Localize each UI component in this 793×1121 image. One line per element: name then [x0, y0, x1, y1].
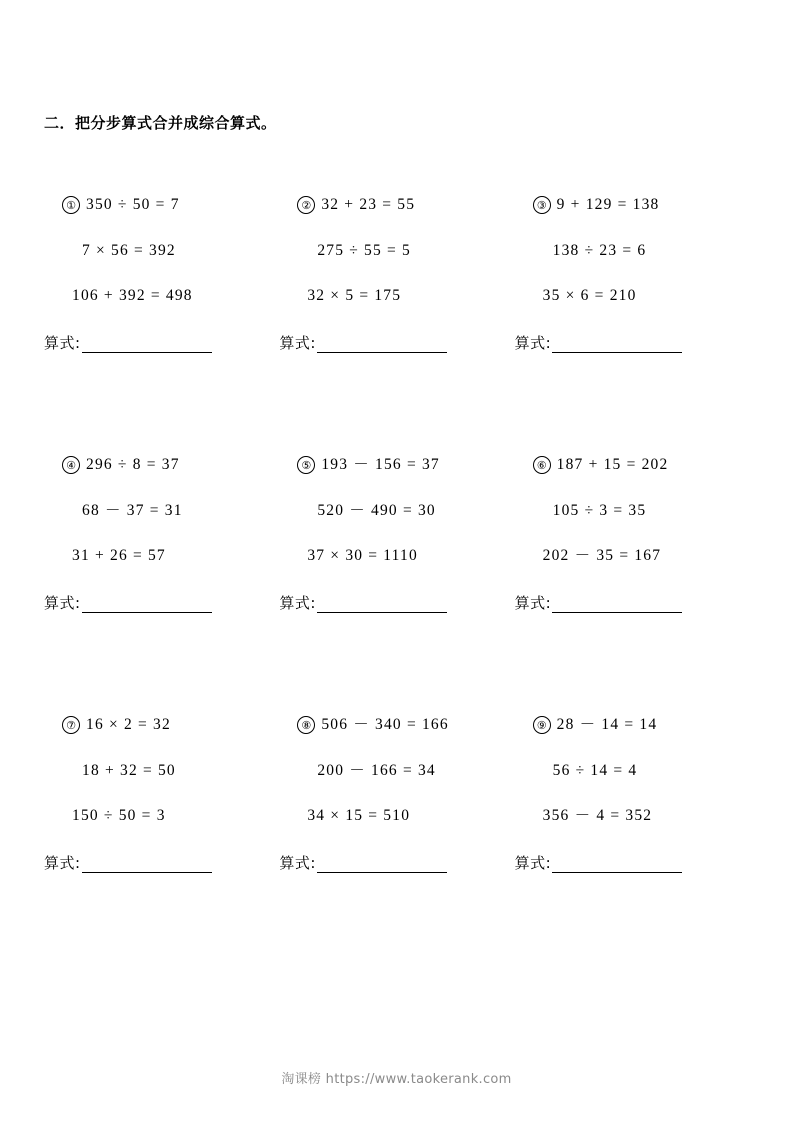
problem-step: [72, 808, 279, 824]
problem-step: [72, 288, 279, 304]
problem-step: [307, 288, 514, 304]
answer-label: 算式:: [279, 334, 316, 352]
answer-label: 算式:: [279, 594, 316, 612]
answer-blank[interactable]: [82, 337, 212, 353]
problem-step: [297, 716, 514, 734]
answer-row: [44, 332, 279, 353]
answer-blank[interactable]: [317, 857, 447, 873]
step-expression: 9 + 129 = 138: [556, 196, 660, 214]
answer-row: [515, 332, 750, 353]
problem-step: [62, 716, 279, 734]
step-expression: 7 × 56 = 392: [82, 242, 176, 259]
problem-steps: [279, 456, 514, 563]
step-expression: 275 ÷ 55 = 5: [317, 242, 411, 259]
answer-label: 算式:: [44, 334, 81, 352]
answer-row: [279, 592, 514, 613]
problem-steps: [515, 716, 750, 823]
problem-step: [317, 243, 514, 259]
problem-step: [543, 808, 750, 824]
problem-step: [82, 243, 279, 259]
problem-number: ⑥: [533, 456, 551, 474]
problem-cell: [515, 716, 750, 976]
step-expression: 350 ÷ 50 = 7: [86, 196, 180, 214]
step-expression: 520 － 490 = 30: [317, 502, 436, 519]
problem-cell: [279, 456, 514, 716]
step-expression: 32 × 5 = 175: [307, 286, 402, 304]
problem-number: ⑧: [297, 716, 315, 734]
problem-step: [543, 548, 750, 564]
problem-step: [533, 716, 750, 734]
problem-number: ⑦: [62, 716, 80, 734]
problem-steps: [279, 716, 514, 823]
problem-cell: [44, 196, 279, 456]
step-expression: 187 + 15 = 202: [556, 456, 669, 474]
answer-row: [44, 592, 279, 613]
problem-cell: [279, 716, 514, 976]
problem-step: [62, 196, 279, 214]
step-expression: 34 × 15 = 510: [307, 806, 411, 824]
step-expression: 28 － 14 = 14: [556, 716, 658, 734]
step-expression: 56 ÷ 14 = 4: [552, 762, 638, 779]
answer-blank[interactable]: [82, 597, 212, 613]
problem-number: ②: [297, 196, 315, 214]
problem-cell: [515, 456, 750, 716]
step-expression: 18 + 32 = 50: [82, 762, 176, 779]
problem-cell: [44, 456, 279, 716]
problem-step: [82, 503, 279, 519]
problem-step: [543, 288, 750, 304]
problem-step: [533, 456, 750, 474]
problem-step: [62, 456, 279, 474]
step-expression: 16 × 2 = 32: [86, 716, 171, 734]
answer-row: [44, 852, 279, 873]
step-expression: 31 + 26 = 57: [72, 546, 166, 564]
step-expression: 105 ÷ 3 = 35: [552, 502, 647, 519]
problem-number: ①: [62, 196, 80, 214]
answer-label: 算式:: [44, 854, 81, 872]
answer-blank[interactable]: [552, 337, 682, 353]
step-expression: 296 ÷ 8 = 37: [86, 456, 180, 474]
problem-step: [553, 503, 750, 519]
problem-grid: [44, 196, 750, 976]
answer-row: [279, 332, 514, 353]
step-expression: 150 ÷ 50 = 3: [72, 806, 166, 824]
problem-step: [307, 548, 514, 564]
problem-step: [297, 196, 514, 214]
step-expression: 37 × 30 = 1110: [307, 546, 418, 564]
answer-blank[interactable]: [82, 857, 212, 873]
answer-label: 算式:: [279, 854, 316, 872]
answer-blank[interactable]: [552, 597, 682, 613]
answer-row: [515, 592, 750, 613]
step-expression: 68 － 37 = 31: [82, 502, 183, 519]
answer-label: 算式:: [514, 854, 552, 872]
step-expression: 200 － 166 = 34: [317, 762, 436, 779]
problem-step: [72, 548, 279, 564]
problem-step: [307, 808, 514, 824]
step-expression: 138 ÷ 23 = 6: [552, 242, 647, 259]
page-title: 二．把分步算式合并成综合算式。: [44, 114, 277, 132]
answer-label: 算式:: [514, 594, 552, 612]
step-expression: 506 － 340 = 166: [321, 716, 449, 734]
step-expression: 106 + 392 = 498: [72, 286, 193, 304]
problem-step: [553, 243, 750, 259]
answer-blank[interactable]: [317, 337, 447, 353]
step-expression: 356 － 4 = 352: [542, 806, 653, 824]
problem-number: ⑨: [533, 716, 551, 734]
problem-steps: [515, 196, 750, 303]
problem-steps: [44, 456, 279, 563]
step-expression: 202 － 35 = 167: [542, 546, 662, 564]
answer-blank[interactable]: [317, 597, 447, 613]
problem-number: ⑤: [297, 456, 315, 474]
problem-steps: [515, 456, 750, 563]
problem-number: ④: [62, 456, 80, 474]
problem-cell: [44, 716, 279, 976]
problem-cell: [279, 196, 514, 456]
answer-label: 算式:: [514, 334, 552, 352]
problem-step: [317, 763, 514, 779]
answer-row: [279, 852, 514, 873]
problem-step: [533, 196, 750, 214]
answer-label: 算式:: [44, 594, 81, 612]
problem-steps: [279, 196, 514, 303]
problem-step: [297, 456, 514, 474]
step-expression: 35 × 6 = 210: [542, 286, 637, 304]
footer-watermark: 淘课榜 https://www.taokerank.com: [281, 1072, 512, 1087]
problem-steps: [44, 716, 279, 823]
problem-steps: [44, 196, 279, 303]
answer-blank[interactable]: [552, 857, 682, 873]
problem-number: ③: [533, 196, 551, 214]
step-expression: 32 + 23 = 55: [321, 196, 416, 214]
problem-step: [82, 763, 279, 779]
problem-cell: [515, 196, 750, 456]
problem-step: [317, 503, 514, 519]
step-expression: 193 － 156 = 37: [321, 456, 440, 474]
problem-step: [553, 763, 750, 779]
answer-row: [515, 852, 750, 873]
